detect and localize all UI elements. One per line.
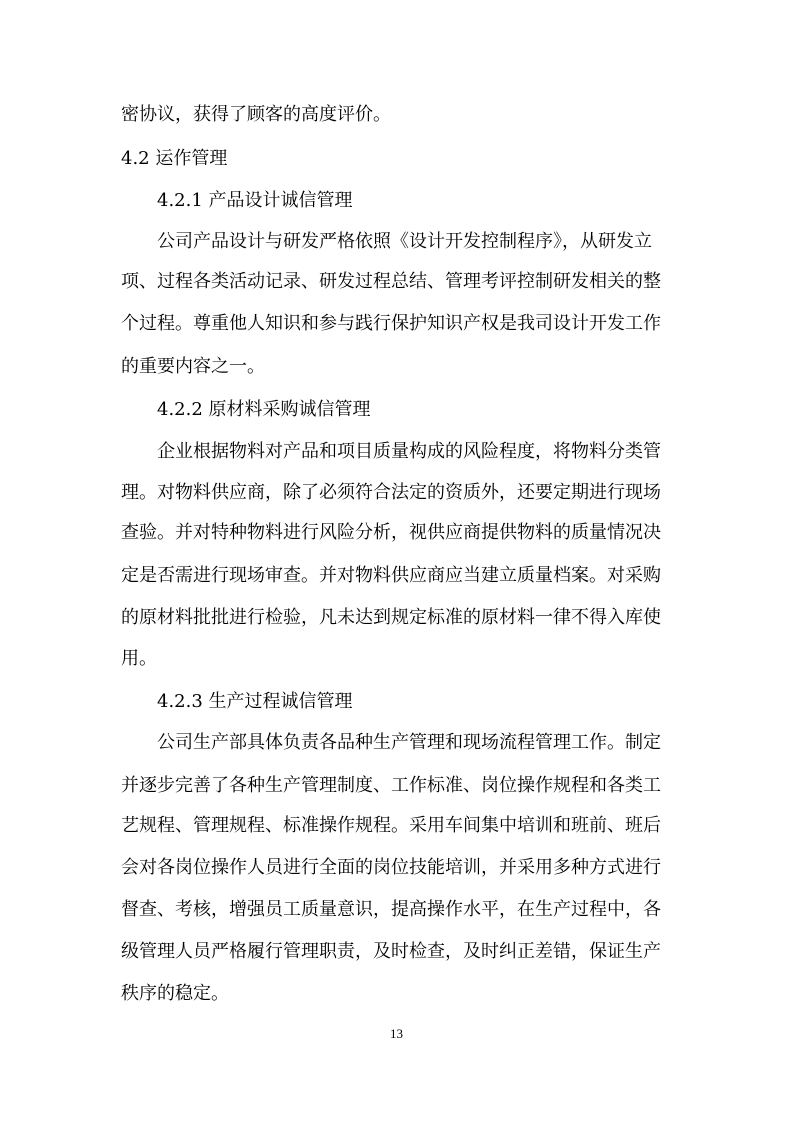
paragraph-line: 企业根据物料对产品和项目质量构成的风险程度，将物料分类管: [157, 441, 661, 462]
paragraph-line: 秩序的稳定。: [121, 983, 229, 1004]
paragraph-line: 理。对物料供应商，除了必须符合法定的资质外，还要定期进行现场: [121, 482, 661, 503]
paragraph-line: 个过程。尊重他人知识和参与践行保护知识产权是我司设计开发工作: [121, 313, 661, 334]
subsection-heading: 4.2.2 原材料采购诚信管理: [157, 399, 371, 420]
paragraph-line: 用。: [121, 648, 157, 669]
page-number: 13: [390, 1026, 403, 1041]
paragraph-line: 定是否需进行现场审查。并对物料供应商应当建立质量档案。对采购: [121, 565, 661, 586]
paragraph-line: 查验。并对特种物料进行风险分析，视供应商提供物料的质量情况决: [121, 522, 661, 543]
paragraph-line: 的重要内容之一。: [121, 356, 265, 377]
subsection-heading: 4.2.1 产品设计诚信管理: [157, 190, 353, 211]
paragraph-line: 并逐步完善了各种生产管理制度、工作标准、岗位操作规程和各类工: [121, 775, 661, 796]
section-heading: 4.2 运作管理: [121, 148, 228, 169]
paragraph-line: 项、过程各类活动记录、研发过程总结、管理考评控制研发相关的整: [121, 271, 661, 292]
paragraph-line: 公司生产部具体负责各品种生产管理和现场流程管理工作。制定: [157, 732, 661, 753]
paragraph-line: 督查、考核，增强员工质量意识，提高操作水平，在生产过程中，各: [121, 899, 661, 920]
paragraph-line: 艺规程、管理规程、标准操作规程。采用车间集中培训和班前、班后: [121, 815, 661, 836]
paragraph-line: 公司产品设计与研发严格依照《设计开发控制程序》，从研发立: [157, 231, 652, 252]
paragraph-line: 的原材料批批进行检验，凡未达到规定标准的原材料一律不得入库使: [121, 607, 661, 628]
body-line: 密协议，获得了顾客的高度评价。: [121, 104, 391, 125]
paragraph-line: 会对各岗位操作人员进行全面的岗位技能培训，并采用多种方式进行: [121, 857, 661, 878]
subsection-heading: 4.2.3 生产过程诚信管理: [157, 691, 353, 712]
paragraph-line: 级管理人员严格履行管理职责，及时检查，及时纠正差错，保证生产: [121, 941, 661, 962]
